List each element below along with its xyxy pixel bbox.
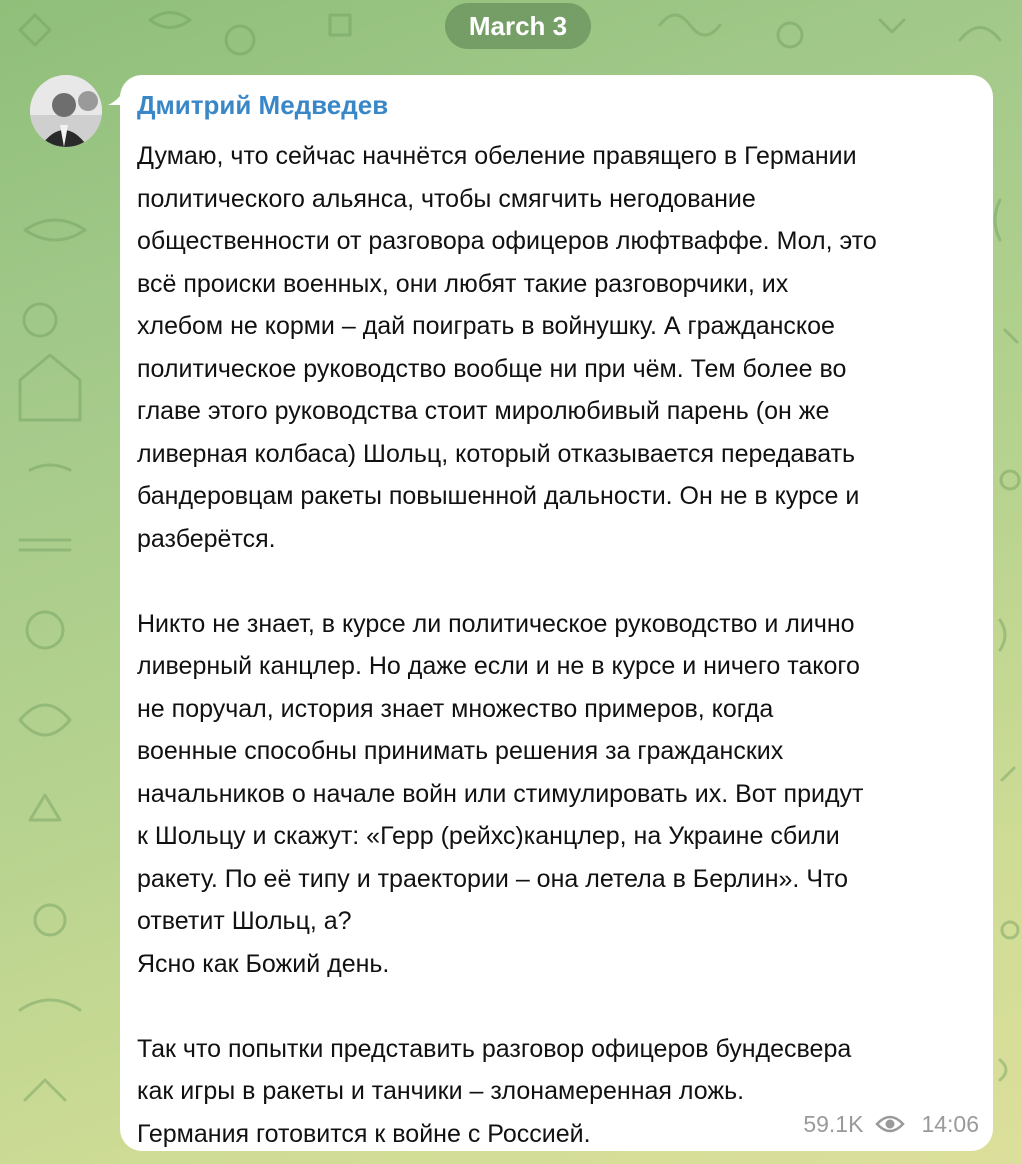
message-line: не поручал, история знает множество примеров, когда (137, 694, 774, 723)
message-line: Германия готовится к войне с Россией. (137, 1119, 591, 1148)
message-line: ливерный канцлер. Но даже если и не в курсе и ничего такого (137, 652, 860, 680)
message-line: Никто не знает, в курсе ли политическое руководство и лично (137, 609, 855, 638)
person-avatar-icon (30, 75, 102, 147)
message-meta (803, 1109, 979, 1139)
message-bubble[interactable] (120, 75, 993, 1151)
message-line: политического альянса, чтобы смягчить негодование (137, 184, 756, 213)
message-line: главе этого руководства стоит миролюбивый парень (он же (137, 397, 830, 425)
message-line: Ясно как Божий день. (137, 949, 390, 978)
message-line: военные способны принимать решения за гражданских (137, 737, 784, 765)
message-line: как игры в ракеты и танчики – злонамеренная ложь. (137, 1077, 745, 1105)
message-line: ракету. По её типу и траектории – она летела в Берлин». Что (137, 864, 849, 893)
message-line: бандеровцам ракеты повышенной дальности. Он не в курсе и (137, 482, 860, 510)
paragraph-gap (137, 985, 973, 1028)
message-line: Так что попытки представить разговор офицеров бундесвера (137, 1034, 852, 1063)
date-separator: March 3 (445, 3, 591, 49)
message-line: хлебом не корми – дай поиграть в войнушку. А гражданское (137, 312, 835, 340)
message-line: разберётся. (137, 524, 276, 553)
message-line: ливерная колбаса) Шольц, который отказывается передавать (137, 439, 856, 468)
message-time: 14:06 (921, 1110, 979, 1137)
message-author[interactable]: Дмитрий Медведев (137, 90, 389, 120)
message-line: к Шольцу и скажут: «Герр (рейхс)канцлер, на Украине сбили (137, 822, 840, 850)
message-line: политическое руководство вообще ни при чём. Тем более во (137, 354, 847, 383)
message-line: общественности от разговора офицеров люфтваффе. Мол, это (137, 227, 877, 255)
paragraph-gap (137, 560, 973, 603)
message-line: Думаю, что сейчас начнётся обеление правящего в Германии (137, 142, 857, 170)
view-count: 59.1K (803, 1110, 864, 1137)
message-line: ответит Шольц, а? (137, 907, 352, 935)
channel-avatar[interactable] (30, 75, 102, 147)
eye-icon (875, 1114, 905, 1134)
message-line: всё происки военных, они любят такие разговорчики, их (137, 269, 789, 298)
message-line: начальников о начале войн или стимулировать их. Вот придут (137, 779, 864, 808)
message-text (137, 135, 973, 1155)
